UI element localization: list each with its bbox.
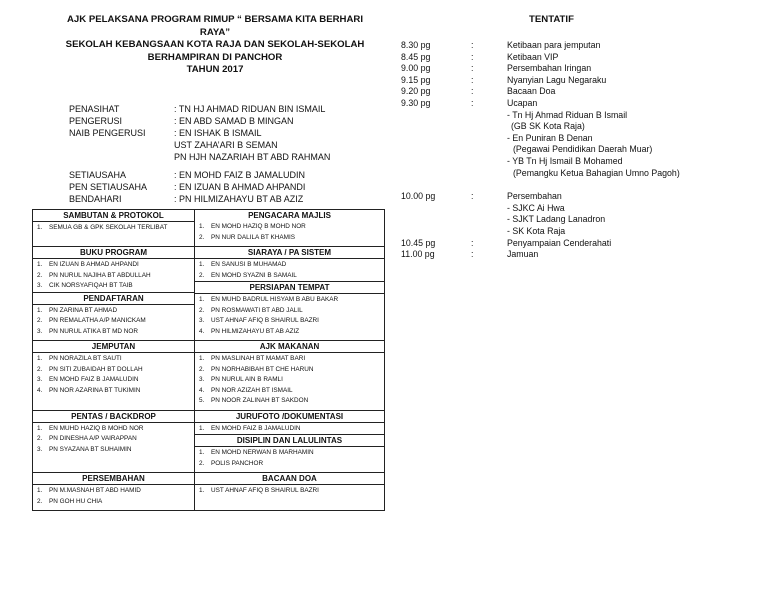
list-item: 1. EN MUHD BADRUL HISYAM B ABU BAKAR [199,296,339,303]
member-list [33,486,194,507]
list-item: 1. EN SANUSI B MUHAMAD [199,261,287,268]
title-line: BERHAMPIRAN DI PANCHOR [147,51,283,63]
list-item: 1. EN MUHD HAZIQ B MOHD NOR [37,424,144,432]
main-committee [69,103,330,205]
speaker-line: - En Puniran B Denan [507,132,593,143]
member-list [195,448,384,469]
table-row [33,410,385,473]
member-list [195,424,384,435]
table-cell [195,210,385,247]
unit-title: AJK MAKANAN [195,341,384,353]
list-item: 2. PN NUR DALILA BT KHAMIS [199,233,296,241]
schedule-item: Bacaan Doa [507,86,556,97]
document-title [40,14,390,77]
speaker-line: - YB Tn Hj Ismail B Mohamed [507,155,623,166]
unit-siaraya [195,247,384,281]
schedule-colon: : [471,74,474,85]
list-item: 4. PN NOR AZARINA BT TUKIMIN [37,386,141,394]
unit-pentas [33,411,194,456]
list-item: 5. PN NOOR ZALINAH BT SAKDON [199,397,309,404]
title-line: TAHUN 2017 [186,64,244,75]
schedule-time: 10.45 pg [401,237,436,248]
schedule-item: Ketibaan VIP [507,51,559,62]
schedule-time: 9.20 pg [401,86,431,97]
member-list [195,354,384,407]
schedule-row [401,191,680,203]
schedule-item: Persembahan Iringan [507,63,592,74]
schedule-colon: : [471,237,474,248]
schedule-row [401,75,680,87]
schedule [401,40,680,261]
member-list [33,306,194,338]
list-item: 1. UST AHNAF AFIQ B SHAIRUL BAZRI [199,487,319,494]
unit-title: PERSEMBAHAN [33,473,194,485]
unit-buku-program [33,247,194,292]
committee-row [69,181,330,193]
unit-jurufoto [195,411,384,435]
unit-title: PENTAS / BACKDROP [33,411,194,423]
unit-pengacara [195,210,384,243]
list-item: 4. PN NOR AZIZAH BT ISMAIL [199,386,293,394]
list-item: 2. PN SITI ZUBAIDAH BT DOLLAH [37,365,143,373]
title-line: SEKOLAH KEBANGSAAN KOTA RAJA DAN SEKOLAH-SEKOLAH [65,39,365,50]
list-item: 2. PN NURUL NAJIHA BT ABDULLAH [37,271,151,279]
schedule-row [401,63,680,75]
list-item: 3. CIK NORSYAFIQAH BT TAIB [37,282,133,289]
speaker-line: (Pemangku Ketua Bahagian Umno Pagoh) [513,167,680,178]
unit-title: BACAAN DOA [195,473,384,485]
table-cell [195,247,385,341]
table-cell [195,473,385,511]
unit-title: SAMBUTAN & PROTOKOL [33,210,194,222]
table-row [33,341,385,411]
unit-bacaan-doa [195,473,384,497]
schedule-time: 10.00 pg [401,191,436,202]
member-list [195,486,384,497]
committee-name: : TN HJ AHMAD RIDUAN BIN ISMAIL [174,104,326,114]
member-list [195,295,384,337]
schedule-row [401,52,680,64]
committee-name: : EN MOHD FAIZ B JAMALUDIN [174,170,306,180]
committee-row [69,103,330,115]
list-item: 2. PN GOH HU CHIA [37,497,103,505]
list-item: 1. PN ZARINA BT AHMAD [37,306,118,314]
member-list [33,354,194,396]
committee-role: PENASIHAT [69,104,120,114]
member-list [33,424,194,456]
speaker-line: (GB SK Kota Raja) [511,121,585,132]
speaker-line: - Tn Hj Ahmad Riduan B Ismail [507,109,628,120]
member-list [195,260,384,281]
list-item: 2. PN DINESHA A/P VAIRAPPAN [37,435,137,442]
schedule-row [401,249,680,261]
committee-role: BENDAHARI [69,194,122,204]
list-item: 3. UST AHNAF AFIQ B SHAIRUL BAZRI [199,317,319,324]
committee-row [69,139,330,151]
schedule-colon: : [471,191,474,202]
performer-line: - SJKT Ladang Lanadron [507,214,606,225]
list-item: 3. PN SYAZANA BT SUHAIMIN [37,445,132,453]
title-line: RAYA” [199,26,231,38]
list-item: 1. PN M.MASNAH BT ABD HAMID [37,487,141,494]
schedule-time: 9.30 pg [401,97,431,108]
table-cell [33,210,195,247]
list-item: 3. EN MOHD FAIZ B JAMALUDIN [37,376,139,383]
list-item: 2. PN NORHABIBAH BT CHE HARUN [199,365,314,373]
list-item: 1. EN IZUAN B AHMAD AHPANDI [37,261,139,268]
unit-persiapan-tempat [195,281,384,337]
schedule-colon: : [471,86,474,97]
table-cell [33,341,195,411]
schedule-time: 11.00 pg [401,249,435,260]
unit-pendaftaran [33,292,194,338]
unit-title: PENDAFTARAN [33,293,194,305]
committee-row [69,115,330,127]
list-item: 2. PN REMALATHA A/P MANICKAM [37,317,146,324]
table-cell [33,473,195,511]
table-cell [33,410,195,473]
table-row [33,210,385,247]
list-item: 1. SEMUA GB & GPK SEKOLAH TERLIBAT [37,224,168,231]
schedule-item: Ketibaan para jemputan [507,40,601,50]
committee-role [69,151,174,163]
schedule-item: Ucapan [507,97,538,108]
committee-name: PN HJH NAZARIAH BT ABD RAHMAN [174,152,331,162]
schedule-time: 9.15 pg [401,74,431,85]
unit-title: JEMPUTAN [33,341,194,353]
committee-row [69,193,330,205]
schedule-colon: : [471,63,474,74]
schedule-colon: : [471,51,474,62]
committee-name: UST ZAHA’ARI B SEMAN [174,140,278,150]
title-line: AJK PELAKSANA PROGRAM RIMUP “ BERSAMA KITA BERHARI [67,14,363,25]
unit-title: PERSIAPAN TEMPAT [195,282,384,294]
performer-line: - SK Kota Raja [507,225,566,236]
subcommittee-table [32,209,385,511]
list-item: 3. PN NURUL AIN B RAMLI [199,376,283,383]
schedule-row [401,238,680,250]
committee-role: NAIB PENGERUSI [69,128,146,138]
tentatif-title: TENTATIF [529,14,574,25]
committee-role [69,139,174,151]
speaker-line: (Pegawai Pendidikan Daerah Muar) [513,144,653,155]
table-cell [195,410,385,473]
schedule-time: 9.00 pg [401,63,431,74]
committee-name: : EN ISHAK B ISMAIL [174,128,262,138]
table-row [33,247,385,341]
list-item: 1. EN MOHD NERWAN B MARHAMIN [199,449,314,456]
table-cell [195,341,385,411]
list-item: 1. EN MOHD HAZIQ B MOHD NOR [199,223,306,230]
schedule-item: Nyanyian Lagu Negaraku [507,74,607,85]
table-row [33,473,385,511]
committee-role: SETIAUSAHA [69,170,127,180]
schedule-colon: : [471,249,474,260]
unit-title: BUKU PROGRAM [33,247,194,259]
schedule-item: Jamuan [507,249,539,260]
schedule-colon: : [471,97,474,108]
committee-name: : PN HILMIZAHAYU BT AB AZIZ [174,194,304,204]
unit-jemputan [33,341,194,396]
unit-title: SIARAYA / PA SISTEM [195,247,384,259]
schedule-row [401,98,680,110]
performer-line: - SJKC Ai Hwa [507,202,565,213]
schedule-row [401,40,680,52]
unit-persembahan [33,473,194,507]
member-list [33,260,194,292]
list-item: 2. POLIS PANCHOR [199,459,264,467]
schedule-colon: : [471,40,474,50]
committee-name: : EN ABD SAMAD B MINGAN [174,116,294,126]
committee-role: PEN SETIAUSAHA [69,182,148,192]
member-list [195,222,384,243]
unit-title: JURUFOTO /DOKUMENTASI [195,411,384,423]
committee-row [69,169,330,181]
committee-name: : EN IZUAN B AHMAD AHPANDI [174,182,306,192]
committee-role: PENGERUSI [69,116,123,126]
list-item: 1. PN MASLINAH BT MAMAT BARI [199,355,306,362]
unit-title: DISIPLIN DAN LALULINTAS [195,435,384,447]
spacer [401,179,680,191]
list-item: 4. PN HILMIZAHAYU BT AB AZIZ [199,327,300,335]
committee-row [69,127,330,139]
schedule-item: Persembahan [507,191,562,202]
schedule-item: Penyampaian Cenderahati [507,237,612,248]
table-cell [33,247,195,341]
unit-disiplin [195,434,384,469]
unit-sambutan [33,210,194,234]
list-item: 2. PN ROSMAWATI BT ABD JALIL [199,306,303,314]
list-item: 1. EN MOHD FAIZ B JAMALUDIN [199,424,301,432]
list-item: 2. EN MOHD SYAZNI B SAMAIL [199,271,297,279]
schedule-row [401,86,680,98]
list-item: 1. PN NORAZILA BT SAUTI [37,355,122,362]
list-item: 3. PN NURUL ATIKA BT MD NOR [37,327,139,335]
schedule-time: 8.45 pg [401,51,431,62]
member-list [33,223,194,234]
unit-makanan [195,341,384,407]
committee-row [69,151,330,163]
schedule-time: 8.30 pg [401,40,431,50]
unit-title: PENGACARA MAJLIS [248,211,331,220]
